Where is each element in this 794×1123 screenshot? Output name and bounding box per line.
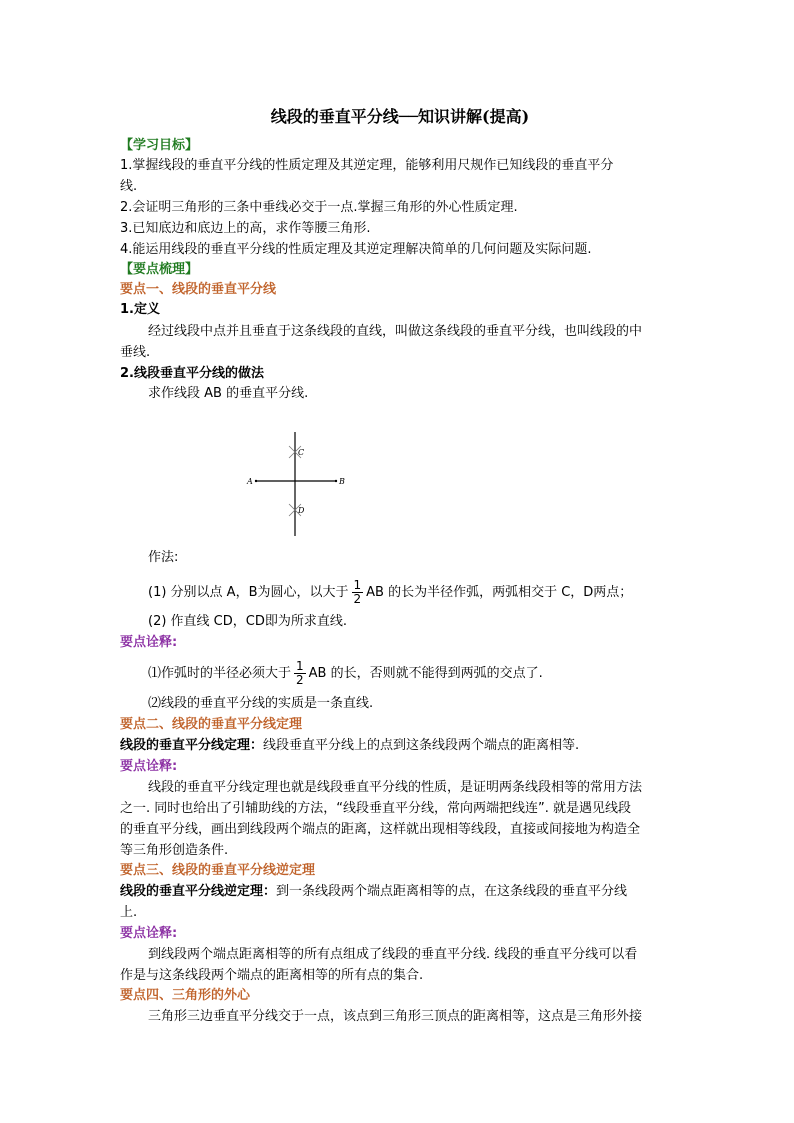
subsection-title: 2.线段垂直平分线的做法 <box>120 366 264 381</box>
label-a: A <box>247 477 253 486</box>
definition-text: 经过线段中点并且垂直于这条线段的直线，叫做这条线段的垂直平分线，也叫线段的中 <box>148 324 643 339</box>
section-heading: 要点四、三角形的外心 <box>120 988 251 1003</box>
fraction-denominator: 2 <box>296 673 304 687</box>
theorem-label: 线段的垂直平分线逆定理： <box>120 884 277 899</box>
theorem-label: 线段的垂直平分线定理： <box>120 738 264 753</box>
objective-line: 2.会证明三角形的三条中垂线必交于一点.掌握三角形的外心性质定理. <box>120 200 518 215</box>
objective-line: 1.掌握线段的垂直平分线的性质定理及其逆定理，能够利用尺规作已知线段的垂直平分 <box>120 158 614 173</box>
label-d: D <box>298 506 305 515</box>
label-b: B <box>339 477 345 486</box>
theorem-text: 线段垂直平分线上的点到这条线段两个端点的距离相等. <box>263 738 580 753</box>
note-text: 之一. 同时也给出了引辅助线的方法，“线段垂直平分线，常向两端把线连”. 就是遇见线段 <box>120 801 631 816</box>
steps-title: 作法: <box>148 550 179 565</box>
note-text: 作是与这条线段两个端点的距离相等的所有点的集合. <box>120 968 424 983</box>
section-heading: 要点二、线段的垂直平分线定理 <box>120 717 303 732</box>
step-1-text: AB 的长为半径作弧，两弧相交于 C，D两点； <box>366 585 633 600</box>
note-label: 要点诠释: <box>120 926 178 941</box>
note-1-text: ⑴作弧时的半径必须大于 <box>148 666 292 681</box>
objective-line: 3.已知底边和底边上的高，求作等腰三角形. <box>120 221 371 236</box>
converse-theorem <box>120 882 627 902</box>
fraction-numerator: 1 <box>296 659 304 673</box>
section-heading: 要点三、线段的垂直平分线逆定理 <box>120 863 316 878</box>
fraction-half <box>294 660 306 687</box>
note-text: 等三角形创造条件. <box>120 843 229 858</box>
objectives-heading: 【学习目标】 <box>120 138 199 153</box>
note-text: 线段的垂直平分线定理也就是线段垂直平分线的性质，是证明两条线段相等的常用方法 <box>148 780 643 795</box>
note-label: 要点诠释: <box>120 759 178 774</box>
theorem-text: 到一条线段两个端点距离相等的点，在这条线段的垂直平分线 <box>276 884 628 899</box>
note-label: 要点诠释: <box>120 635 178 650</box>
definition-text: 垂线. <box>120 345 151 360</box>
theorem-text: 上. <box>120 905 138 920</box>
step-2: (2) 作直线 CD，CD即为所求直线. <box>148 614 347 629</box>
perpendicular-bisector-figure <box>246 428 346 540</box>
summary-heading: 【要点梳理】 <box>120 262 199 277</box>
note-2: ⑵线段的垂直平分线的实质是一条直线. <box>148 696 374 711</box>
method-intro: 求作线段 AB 的垂直平分线. <box>148 386 309 401</box>
page-title: 线段的垂直平分线──知识讲解(提高) <box>270 107 530 126</box>
section-heading: 要点一、线段的垂直平分线 <box>120 282 277 297</box>
step-1-text: (1) 分别以点 A，B为圆心，以大于 <box>148 585 349 600</box>
note-1-text: AB 的长，否则就不能得到两弧的交点了. <box>308 666 543 681</box>
label-c: C <box>298 448 305 457</box>
fraction-half <box>352 579 364 606</box>
fraction-denominator: 2 <box>353 592 362 606</box>
note-1 <box>148 657 543 691</box>
step-1 <box>148 576 632 610</box>
subsection-title: 1.定义 <box>120 302 160 317</box>
theorem <box>120 736 579 756</box>
objective-line: 4.能运用线段的垂直平分线的性质定理及其逆定理解决简单的几何问题及实际问题. <box>120 242 592 257</box>
circumcenter-text: 三角形三边垂直平分线交于一点，该点到三角形三顶点的距离相等，这点是三角形外接 <box>148 1009 643 1024</box>
note-text: 的垂直平分线，画出到线段两个端点的距离，这样就出现相等线段，直接或间接地为构造全 <box>120 822 641 837</box>
note-text: 到线段两个端点距离相等的所有点组成了线段的垂直平分线. 线段的垂直平分线可以看 <box>148 947 638 962</box>
fraction-numerator: 1 <box>353 578 362 592</box>
objective-line: 线. <box>120 179 138 194</box>
